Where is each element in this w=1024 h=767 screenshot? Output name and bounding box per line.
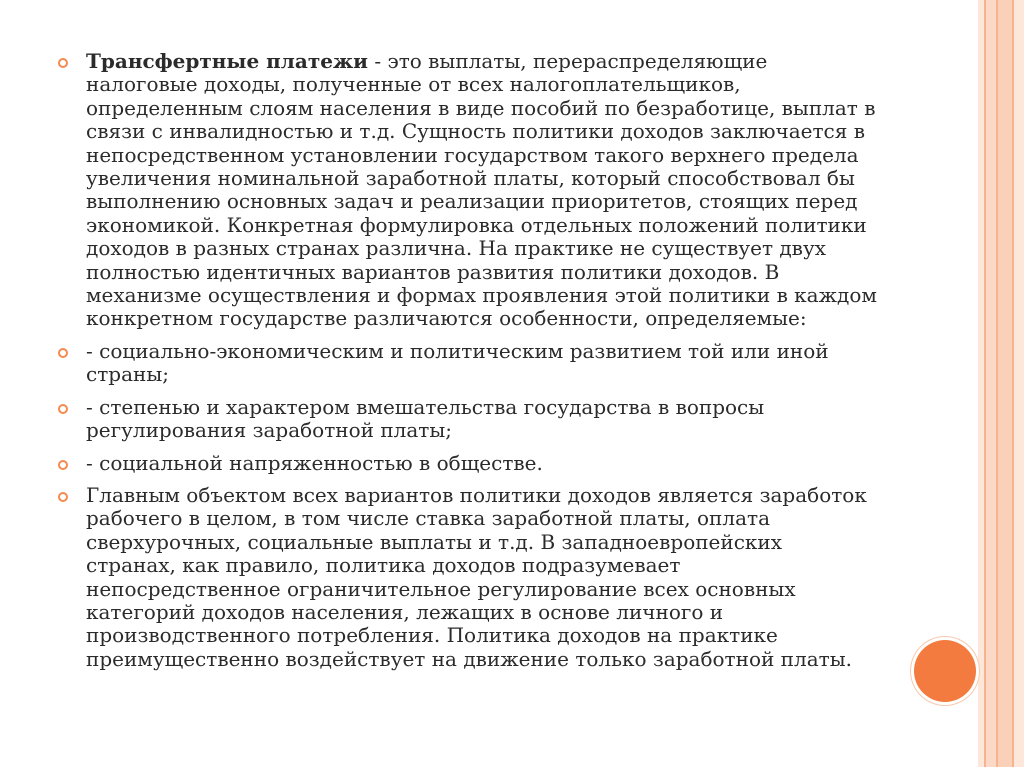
circle-bullet-icon: [58, 348, 68, 358]
bullet-text: - социально-экономическим и политическим развитием той или иной страны;: [86, 338, 829, 387]
bullet-item-main-object: [58, 484, 878, 671]
slide-content: [58, 50, 878, 680]
bullet-item-social-tension: [58, 452, 878, 475]
circle-bullet-icon: [58, 58, 68, 68]
circle-bullet-icon: [58, 460, 68, 470]
decorative-stripes: [978, 0, 1024, 767]
bullet-text: - социальной напряженностью в обществе.: [86, 450, 543, 475]
bullet-lead-term: Трансфертные платежи: [86, 49, 369, 73]
circle-bullet-icon: [58, 492, 68, 502]
bullet-text: - это выплаты, перераспределяющие налоговые доходы, полученные от всех налогоплательщиков, определенным слоям населения в виде пособий по безработице, выплат в связи с инвалидностью и т.д. Сущность политики доходов заключается в непосредственном установлении государством такого верхнего предела увеличения номинальной заработной платы, который способствовал бы выполнению основных задач и реализации приоритетов, стоящих перед экономикой. Конкретная формулировка отдельных положений политики доходов в разных странах различна. На практике не существует двух полностью идентичных вариантов развития политики доходов. В механизме осуществления и формах проявления этой политики в каждом конкретном государстве различаются особенности, определяемые:: [86, 49, 877, 331]
circle-bullet-icon: [58, 404, 68, 414]
bullet-item-transfer-payments: [58, 50, 878, 331]
bullet-item-socio-economic: [58, 340, 878, 387]
bullet-text: - степенью и характером вмешательства государства в вопросы регулирования заработной платы;: [86, 394, 765, 443]
bullet-item-state-intervention: [58, 396, 878, 443]
decorative-circle: [914, 640, 976, 702]
bullet-text: Главным объектом всех вариантов политики доходов является заработок рабочего в целом, в том числе ставка заработной платы, оплата сверхурочных, социальные выплаты и т.д. В западноевропейских странах, как правило, политика доходов подразумевает непосредственное ограничительное регулирование всех основных категорий доходов населения, лежащих в основе личного и производственного потребления. Политика доходов на практике преимущественно воздействует на движение только заработной платы.: [86, 482, 867, 671]
